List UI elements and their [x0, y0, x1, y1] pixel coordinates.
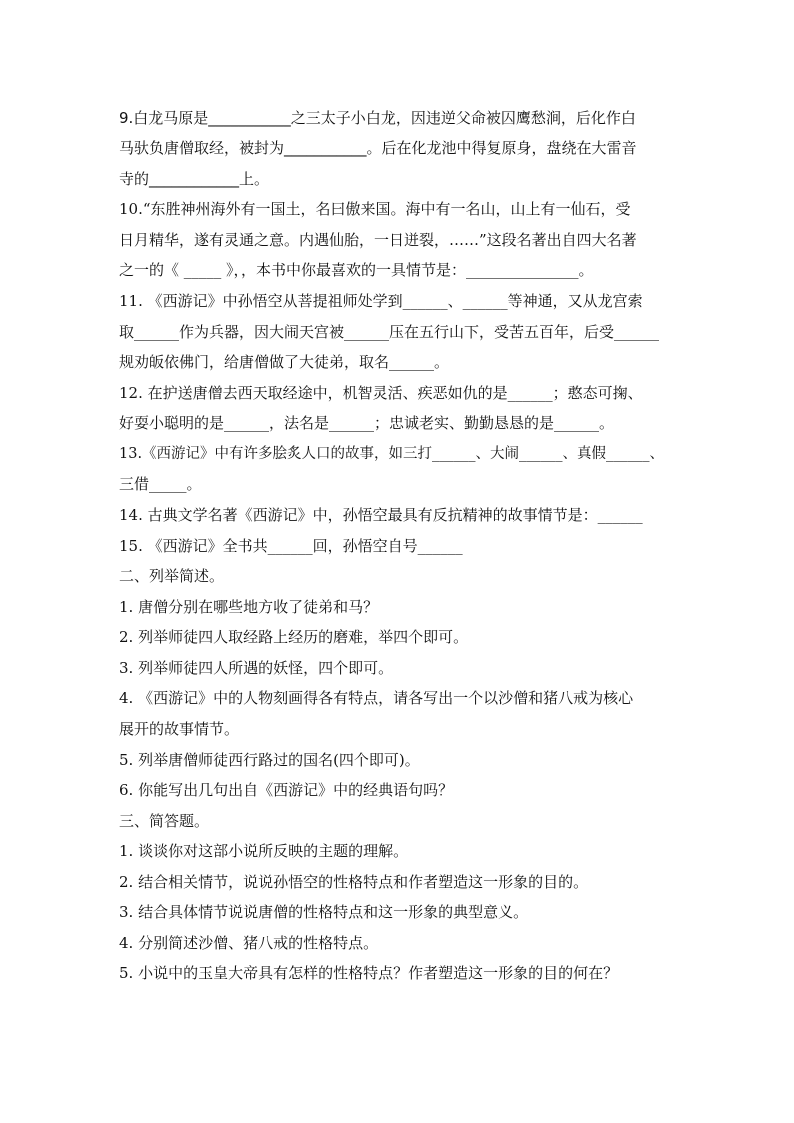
text-line: 10.“东胜神州海外有一国土，名曰傲来国。海中有一名山，山上有一仙石，受 — [119, 200, 631, 218]
text-line: 4. 《西游记》中的人物刻画得各有特点，请各写出一个以沙僧和猪八戒为核心 — [119, 689, 634, 707]
section-heading: 二、列举简述。 — [119, 567, 225, 585]
text-line: 3. 结合具体情节说说唐僧的性格特点和这一形象的典型意义。 — [119, 903, 529, 921]
text-line: 1. 唐僧分别在哪些地方收了徒弟和马？ — [119, 598, 379, 616]
section-heading: 三、简答题。 — [119, 812, 210, 830]
text-line: 好耍小聪明的是______，法名是______；忠诚老实、勤勤恳恳的是______。 — [119, 414, 615, 432]
text-line: 5. 列举唐僧师徒西行路过的国名(四个即可)。 — [119, 751, 420, 769]
text-line: 13.《西游记》中有许多脍炙人口的故事，如三打______、大闹______、真假______、 — [119, 446, 665, 462]
text-line: 取______作为兵器，因大闹天宫被______压在五行山下，受苦五百年，后受______ — [119, 323, 660, 341]
text-line: 3. 列举师徒四人所遇的妖怪，四个即可。 — [119, 659, 394, 677]
text-line: 1. 谈谈你对这部小说所反映的主题的理解。 — [119, 842, 409, 860]
text-line: 14. 古典文学名著《西游记》中，孙悟空最具有反抗精神的故事情节是：______ — [119, 506, 643, 524]
text-line: 之一的《 _____ 》，，本书中你最喜欢的一具情节是：_______________。 — [119, 261, 594, 279]
text-line: 9.白龙马原是___________之三太子小白龙，因违逆父命被囚鹰愁涧，后化作白 — [119, 109, 636, 127]
text-line: 11. 《西游记》中孙悟空从菩提祖师处学到______、______等神通，又从龙宫索 — [119, 292, 643, 310]
text-line: 寺的____________上。 — [119, 170, 270, 188]
text-line: 6. 你能写出几句出自《西游记》中的经典语句吗？ — [119, 781, 454, 799]
text-line: 5. 小说中的玉皇大帝具有怎样的性格特点？作者塑造这一形象的目的何在？ — [119, 964, 619, 982]
text-line: 日月精华，遂有灵通之意。内遇仙胎，一日迸裂，……”这段名著出自四大名著 — [119, 231, 637, 249]
text-line: 4. 分别简述沙僧、猪八戒的性格特点。 — [119, 934, 379, 952]
text-line: 马驮负唐僧取经，被封为___________。后在化龙池中得复原身，盘绕在大雷音 — [119, 139, 637, 157]
text-line: 展开的故事情节。 — [119, 720, 240, 738]
text-line: 15. 《西游记》全书共______回，孙悟空自号______ — [119, 537, 463, 555]
text-line: 三借_____。 — [119, 475, 202, 493]
text-line: 规劝皈依佛门，给唐僧做了大徒弟，取名______。 — [119, 353, 450, 371]
text-line: 2. 结合相关情节，说说孙悟空的性格特点和作者塑造这一形象的目的。 — [119, 873, 589, 891]
text-line: 12. 在护送唐僧去西天取经途中，机智灵活、疾恶如仇的是______；憨态可掬、 — [119, 384, 643, 402]
text-line: 2. 列举师徒四人取经路上经历的磨难，举四个即可。 — [119, 628, 469, 646]
